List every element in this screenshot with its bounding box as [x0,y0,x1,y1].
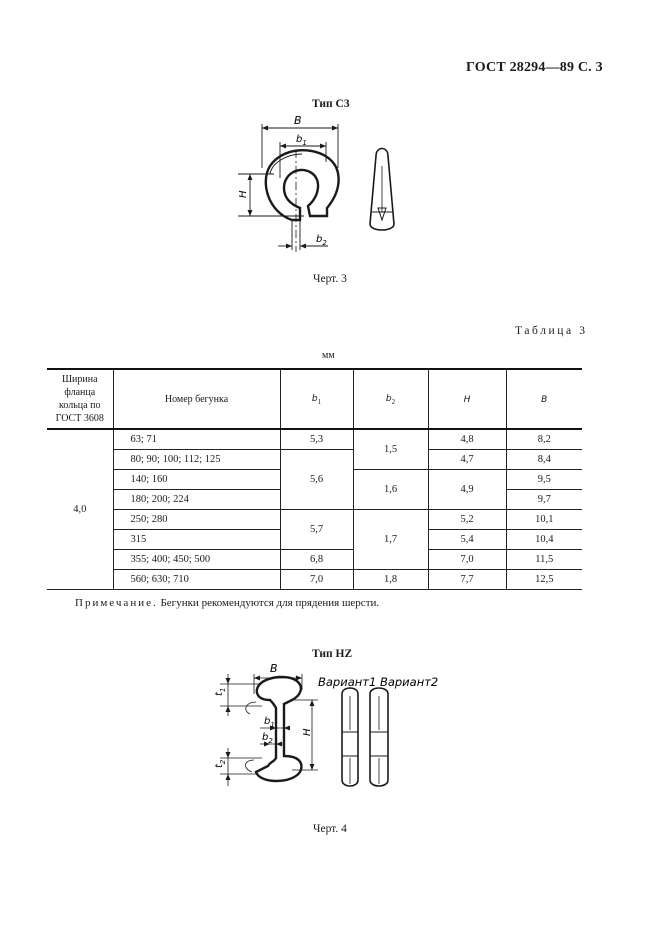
cell-name: 250; 280 [113,510,280,530]
figure3-dim-H: H [238,190,249,198]
figure3-dim-b1: $b_1$ [296,134,307,147]
cell-name: 140; 160 [113,470,280,490]
figure4-dim-t1: $t_1$ [214,687,227,696]
cell-H: 4,8 [428,429,506,450]
figure4-variant-label: Вариант1 Вариант2 [318,675,439,689]
note-label: Примечание. [75,597,158,609]
figure3-dim-b2: $b_2$ [316,234,327,247]
cell-b2: 1,8 [353,570,428,590]
cell-H: 4,7 [428,450,506,470]
cell-name: 315 [113,530,280,550]
header-B: B [506,369,582,429]
table-note [75,597,379,609]
figure4-dim-b2: $b_2$ [262,732,273,745]
table-title: Таблица 3 [515,325,588,337]
cell-B: 9,7 [506,490,582,510]
table-row [47,550,582,570]
cell-name: 63; 71 [113,429,280,450]
header-name: Номер бегунка [113,369,280,429]
cell-b1: 5,7 [280,510,353,550]
figure4-dim-t2: $t_2$ [214,759,227,768]
header-b1: $b_1$ [280,369,353,429]
figure4-drawing [210,660,440,800]
cell-H: 4,9 [428,470,506,510]
figure3-drawing [230,112,430,262]
cell-H: 5,2 [428,510,506,530]
cell-b2: 1,6 [353,470,428,510]
table-row [47,429,582,450]
cell-b2: 1,5 [353,429,428,470]
figure3-title: Тип С3 [312,98,350,110]
header-H: H [428,369,506,429]
cell-B: 12,5 [506,570,582,590]
cell-b1: 7,0 [280,570,353,590]
figure4-caption: Черт. 4 [313,823,347,835]
cell-H: 5,4 [428,530,506,550]
table-row [47,450,582,470]
cell-b2: 1,7 [353,510,428,570]
table-header-row [47,369,582,429]
spec-table [47,368,582,590]
note-text: Бегунки рекомендуются для прядения шерсти. [157,597,380,609]
cell-B: 10,4 [506,530,582,550]
header-flange: Ширина фланца кольца по ГОСТ 3608 [47,369,113,429]
figure4-title: Тип HZ [312,648,353,660]
figure4-dim-B: B [270,662,278,675]
figure3-dim-B: B [294,114,302,127]
cell-name: 180; 200; 224 [113,490,280,510]
cell-B: 8,4 [506,450,582,470]
cell-name: 80; 90; 100; 112; 125 [113,450,280,470]
page-header: ГОСТ 28294—89 С. 3 [466,60,603,75]
figure4-dim-H: H [302,728,313,736]
cell-B: 11,5 [506,550,582,570]
table-row [47,570,582,590]
figure3-caption: Черт. 3 [313,273,347,285]
cell-H: 7,0 [428,550,506,570]
cell-b1: 5,3 [280,429,353,450]
cell-b1: 5,6 [280,450,353,510]
cell-H: 7,7 [428,570,506,590]
cell-B: 10,1 [506,510,582,530]
cell-B: 9,5 [506,470,582,490]
cell-B: 8,2 [506,429,582,450]
figure4-dim-b1: $b_1$ [264,716,275,729]
cell-name: 355; 400; 450; 500 [113,550,280,570]
header-b2: $b_2$ [353,369,428,429]
cell-b1: 6,8 [280,550,353,570]
cell-name: 560; 630; 710 [113,570,280,590]
cell-flange: 4,0 [47,429,113,590]
table-units: мм [322,350,335,361]
table-row [47,510,582,530]
